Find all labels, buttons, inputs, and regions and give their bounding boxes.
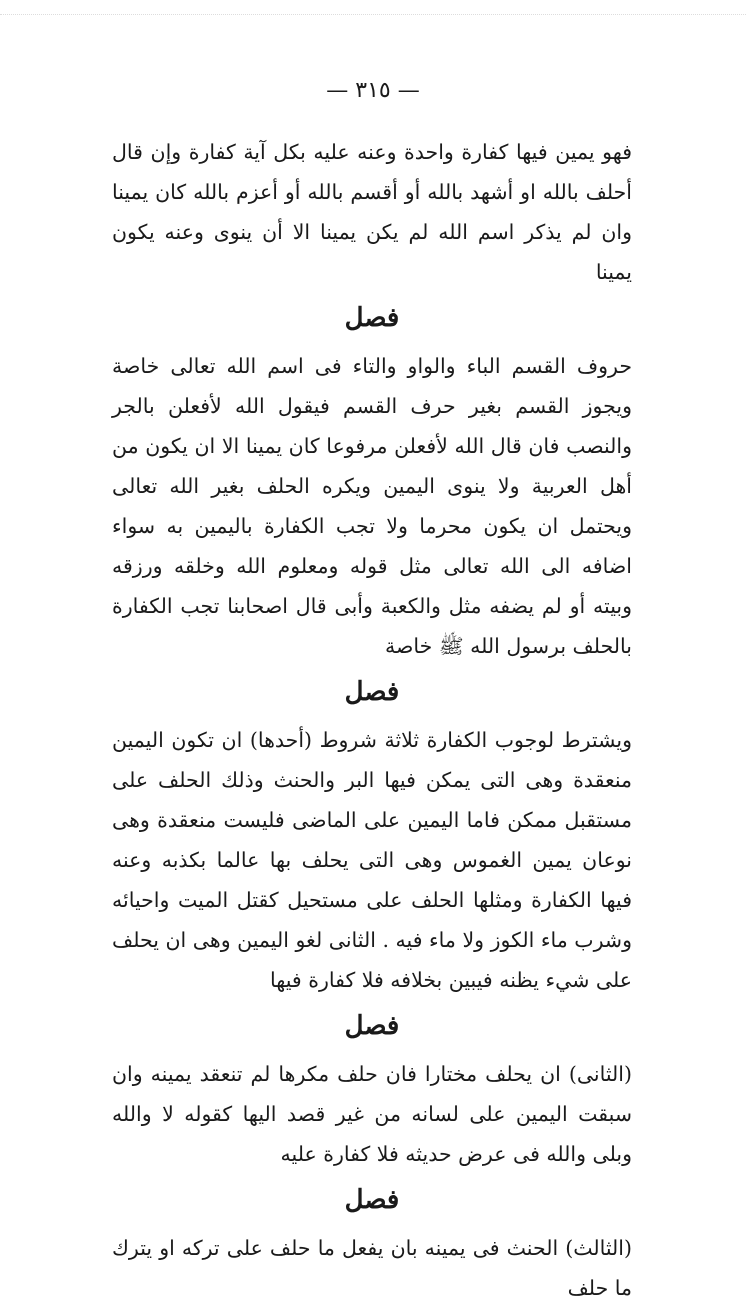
paragraph-3: ويشترط لوجوب الكفارة ثلاثة شروط (أحدها) ان تكون اليمين منعقدة وهى التى يمكن فيها البر والحنث وذلك الحلف على مستقبل ممكن فاما اليمين على الماضى فليست منعقدة وهى نوعان يمين الغموس وهى التى يحلف بها عالما بكذبه وعنه فيها الكفارة ومثلها الحلف على مستحيل كقتل الميت واحيائه وشرب ماء الكوز ولا ماء فيه . الثانى لغو اليمين وهى ان يحلف على شيء يظنه فيبين بخلافه فلا كفارة فيها [112,728,632,992]
scan-edge-artifact [0,14,746,21]
paragraph-5: (الثالث) الحنث فى يمينه بان يفعل ما حلف على تركه او يترك ما حلف [112,1236,632,1300]
paragraph-2: حروف القسم الباء والواو والتاء فى اسم الله تعالى خاصة ويجوز القسم بغير حرف القسم فيقول الله لأفعلن بالجر والنصب فان قال الله لأفعلن مرفوعا كان يمينا الا ان يكون من أهل العربية ولا ينوى اليمين ويكره الحلف بغير الله تعالى ويحتمل ان يكون محرما ولا تجب الكفارة باليمين به سواء اضافه الى الله تعالى مثل قوله ومعلوم الله وخلقه ورزقه وبيته أو لم يضفه مثل والكعبة وأبى قال اصحابنا تجب الكفارة بالحلف برسول الله ﷺ خاصة [112,354,632,658]
page-number: — ٣١٥ — [326,78,420,103]
paragraph-4: (الثانى) ان يحلف مختارا فان حلف مكرها لم تنعقد يمينه وان سبقت اليمين على لسانه من غير قصد اليها كقوله لا والله وبلى والله فى عرض حديثه فلا كفارة عليه [112,1062,632,1166]
section-heading-4: فصل [344,1185,400,1215]
page-body [112,132,632,1314]
section-heading-1: فصل [344,303,400,333]
section-heading-3: فصل [344,1011,400,1041]
paragraph-1: فهو يمين فيها كفارة واحدة وعنه عليه بكل آية كفارة وإن قال أحلف بالله او أشهد بالله أو أقسم بالله أو أعزم بالله كان يمينا وان لم يذكر اسم الله لم يكن يمينا الا أن ينوى وعنه يكون يمينا [112,140,632,284]
section-heading-2: فصل [344,677,400,707]
